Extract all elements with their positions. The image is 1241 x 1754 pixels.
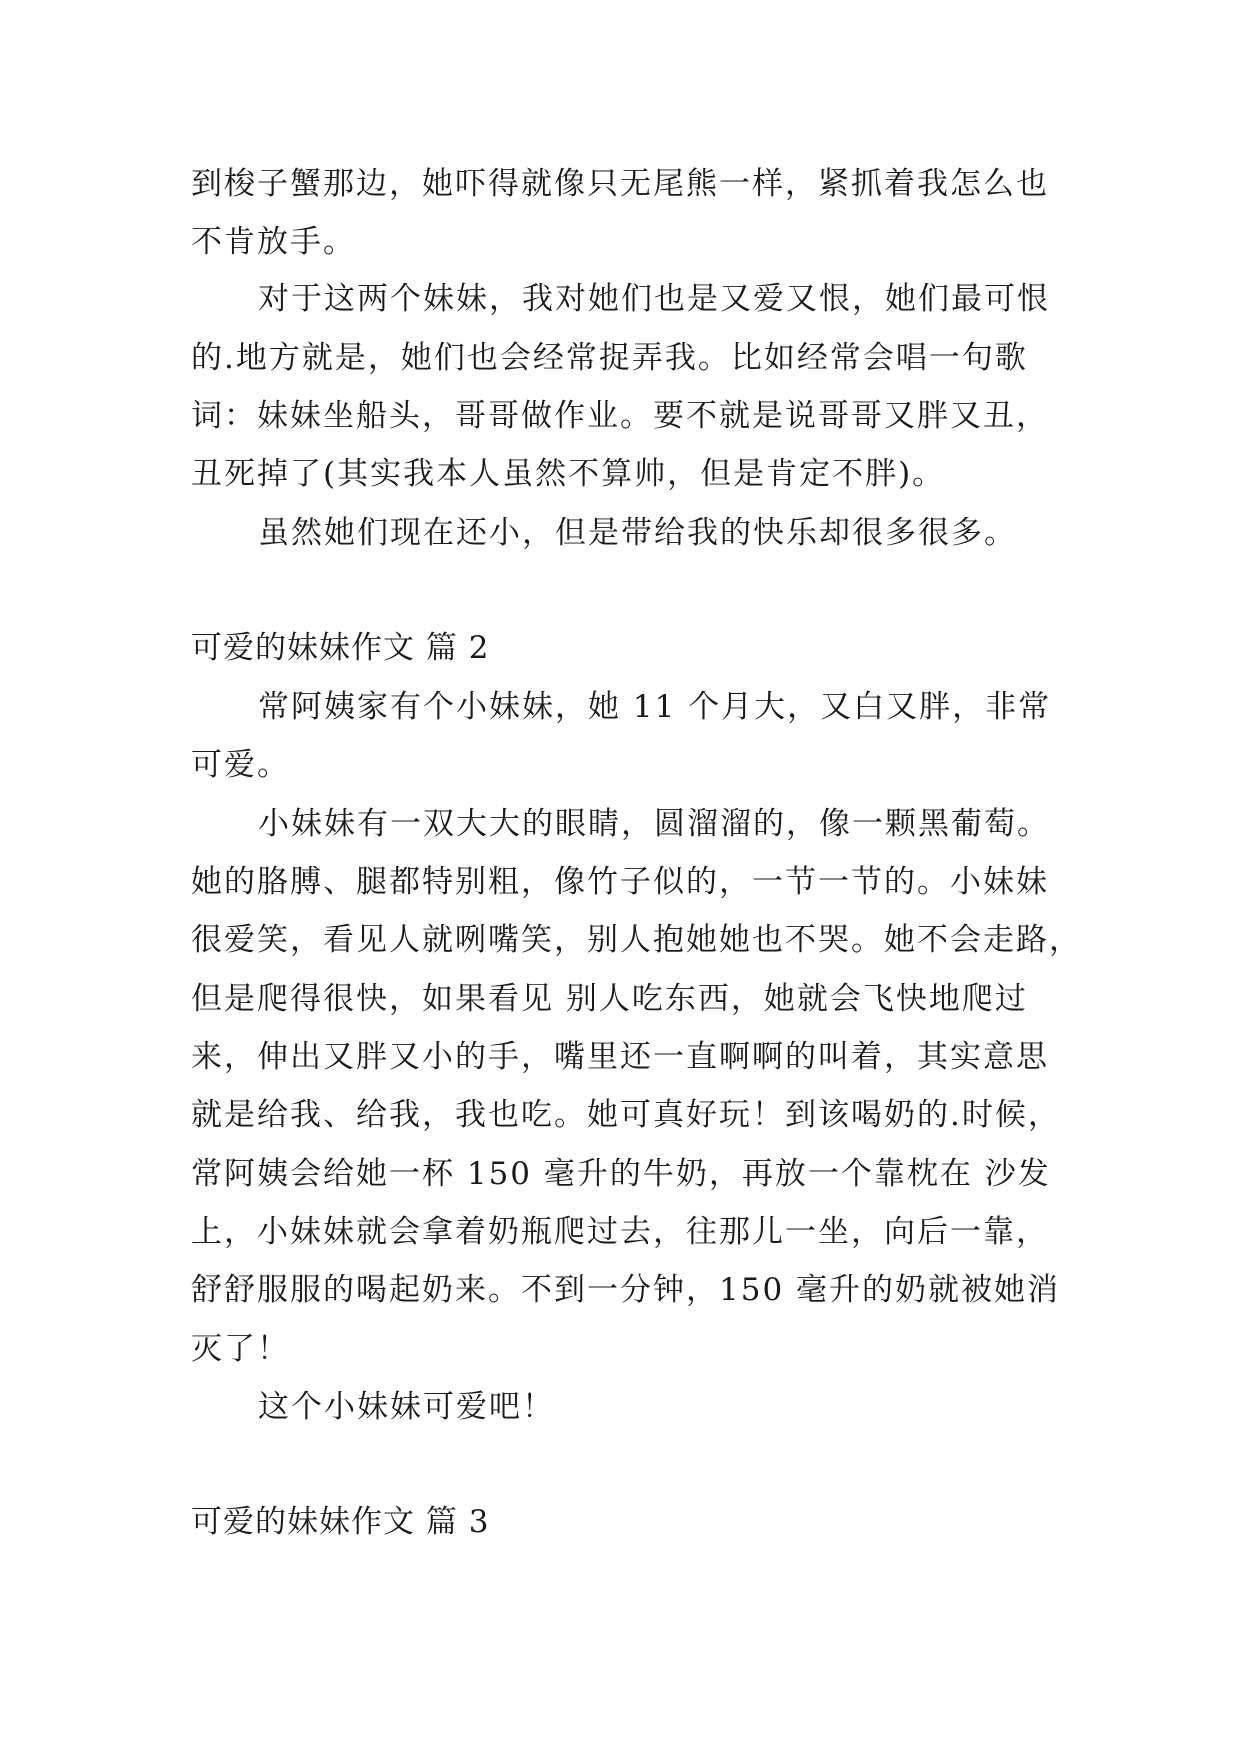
paragraph-first-line: 常阿姨家有个小妹妹，她 11 个月大，又白又胖，非常	[258, 689, 1052, 725]
text-line: 词：妹妹坐船头，哥哥做作业。要不就是说哥哥又胖又丑，	[191, 398, 1049, 434]
text-line: 但是爬得很快，如果看见 别人吃东西，她就会飞快地爬过	[191, 981, 1028, 1017]
text-line: 的.地方就是，她们也会经常捉弄我。比如经常会唱一句歌	[191, 340, 1028, 376]
paragraph-first-line: 虽然她们现在还小，但是带给我的快乐却很多很多。	[258, 515, 1017, 551]
text-line: 常阿姨会给她一杯 150 毫升的牛奶，再放一个靠枕在 沙发	[191, 1156, 1051, 1192]
text-line: 不肯放手。	[191, 224, 356, 260]
paragraph-first-line: 这个小妹妹可爱吧！	[258, 1389, 555, 1425]
text-line: 她的胳膊、腿都特别粗，像竹子似的，一节一节的。小妹妹	[191, 864, 1049, 900]
text-line: 灭了！	[191, 1331, 290, 1367]
text-line: 舒舒服服的喝起奶来。不到一分钟，150 毫升的奶就被她消	[191, 1272, 1061, 1308]
paragraph-first-line: 对于这两个妹妹，我对她们也是又爱又恨，她们最可恨	[258, 281, 1050, 317]
section-heading: 可爱的妹妹作文 篇 3	[191, 1504, 490, 1540]
text-line: 很爱笑，看见人就咧嘴笑，别人抱她她也不哭。她不会走路，	[191, 922, 1082, 958]
text-line: 可爱。	[191, 747, 290, 783]
text-line: 就是给我、给我，我也吃。她可真好玩！到该喝奶的.时候，	[191, 1097, 1061, 1133]
section-heading: 可爱的妹妹作文 篇 2	[191, 630, 490, 666]
text-line: 上，小妹妹就会拿着奶瓶爬过去，往那儿一坐，向后一靠，	[191, 1214, 1049, 1250]
text-line: 到梭子蟹那边，她吓得就像只无尾熊一样，紧抓着我怎么也	[191, 166, 1049, 202]
text-line: 来，伸出又胖又小的手，嘴里还一直啊啊的叫着，其实意思	[191, 1039, 1049, 1075]
text-line: 丑死掉了(其实我本人虽然不算帅，但是肯定不胖)。	[191, 456, 946, 492]
paragraph-first-line: 小妹妹有一双大大的眼睛，圆溜溜的，像一颗黑葡萄。	[258, 806, 1050, 842]
